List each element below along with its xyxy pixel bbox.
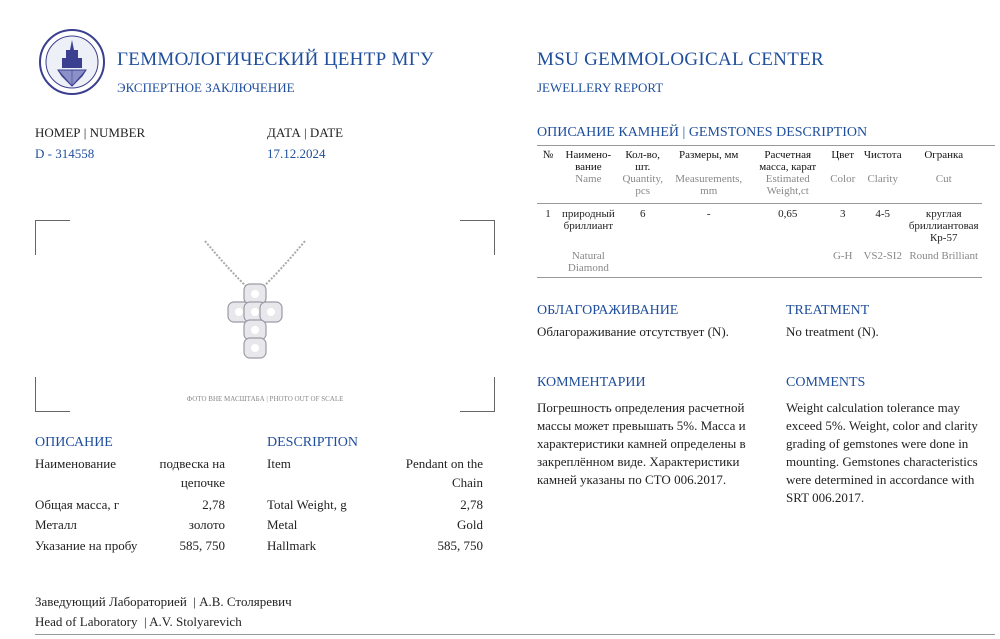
desc-ru-hallmark-label: Указание на пробу — [35, 538, 138, 553]
cell-weight: 0,65 — [778, 208, 798, 220]
desc-ru-metal-label: Металл — [35, 517, 77, 532]
cell-qty-en — [618, 250, 668, 274]
cell-weight-en — [750, 250, 826, 274]
cell-color-en: G-H — [832, 250, 853, 262]
cell-size: - — [706, 208, 711, 220]
desc-en-weight-label: Total Weight, g — [267, 497, 347, 512]
desc-ru-hallmark-value: 585, 750 — [179, 538, 225, 553]
msu-logo — [38, 28, 106, 96]
col-no: № — [542, 149, 554, 161]
col-color: Цвет — [831, 149, 855, 161]
col-weight: Расчетная масса, карат — [759, 149, 817, 173]
col-size-en: Measurements, mm — [675, 173, 743, 197]
cell-size-en — [668, 250, 750, 274]
signature-en: Head of Laboratory | A.V. Stolyarevich — [35, 614, 242, 629]
date-label: ДАТА | DATE — [267, 125, 344, 140]
signature-ru: Заведующий Лабораторией | А.В. Столяревич — [35, 594, 292, 609]
footer-divider — [35, 634, 995, 635]
number-label: НОМЕР | NUMBER — [35, 125, 146, 140]
col-name-en: Name — [575, 173, 602, 185]
description-ru-heading: ОПИСАНИЕ — [35, 435, 113, 450]
desc-ru-item-value-2: цепочке — [180, 475, 225, 490]
date-value: 17.12.2024 — [267, 146, 326, 161]
cell-cut-en: Round Brilliant — [909, 250, 979, 262]
gem-table-top-rule — [537, 145, 995, 146]
comments-ru-heading: КОММЕНТАРИИ — [537, 375, 646, 390]
cell-no-en — [537, 250, 559, 274]
comments-ru-text: Погрешность определения расчетной массы может превышать 5%. Масса и характеристики камней определены в закреплённом виде. Характеристики камней указаны по СТО 006.2017. — [537, 400, 746, 487]
treatment-ru-heading: ОБЛАГОРАЖИВАНИЕ — [537, 303, 679, 318]
desc-en-hallmark-value: 585, 750 — [437, 538, 483, 553]
treatment-ru-text: Облагораживание отсутствует (N). — [537, 324, 729, 339]
desc-ru-weight-label: Общая масса, г — [35, 497, 120, 512]
ru-subtitle: ЭКСПЕРТНОЕ ЗАКЛЮЧЕНИЕ — [117, 80, 295, 95]
cell-name: природный бриллиант — [562, 208, 615, 232]
cell-name-en: Natural Diamond — [567, 250, 609, 274]
table-row — [537, 208, 982, 244]
gemstones-heading: ОПИСАНИЕ КАМНЕЙ | GEMSTONES DESCRIPTION — [537, 125, 868, 140]
col-no-en — [537, 173, 559, 197]
gemstones-table — [537, 149, 982, 278]
desc-en-metal-label: Metal — [267, 517, 298, 532]
col-clarity-en: Clarity — [867, 173, 898, 185]
col-name: Наимено-вание — [565, 149, 612, 173]
number-value: D - 314558 — [35, 146, 95, 161]
cell-color: 3 — [839, 208, 846, 220]
cell-cut: круглая бриллиантовая Кр-57 — [908, 208, 979, 244]
pendant-image — [200, 236, 310, 371]
treatment-en-heading: TREATMENT — [786, 303, 870, 318]
desc-en-metal-value: Gold — [457, 517, 483, 532]
desc-en-item-value-1: Pendant on the — [405, 456, 483, 471]
comments-en-text: Weight calculation tolerance may exceed 5%. Weight, color and clarity grading of gemstones were done in mounting. Gemstones characteristics were determined in accordance with SRT 006.2017. — [786, 400, 978, 505]
col-clarity: Чистота — [863, 149, 902, 161]
cell-clarity-en: VS2-SI2 — [863, 250, 902, 262]
treatment-en-text: No treatment (N). — [786, 324, 879, 339]
desc-ru-weight-value: 2,78 — [202, 497, 225, 512]
description-en-heading: DESCRIPTION — [267, 435, 359, 450]
desc-en-hallmark-label: Hallmark — [267, 538, 317, 553]
cell-clarity: 4-5 — [875, 208, 891, 220]
en-title: MSU GEMMOLOGICAL CENTER — [537, 49, 824, 70]
table-row-en — [537, 250, 982, 274]
desc-ru-item-value-1: подвеска на — [159, 456, 225, 471]
desc-ru-metal-value: золото — [188, 517, 225, 532]
col-cut: Огранка — [924, 149, 964, 161]
desc-en-item-value-2: Chain — [451, 475, 483, 490]
desc-en-weight-value: 2,78 — [460, 497, 483, 512]
comments-en-heading: COMMENTS — [786, 375, 866, 390]
photo-caption: ФОТО ВНЕ МАСШТАБА | PHOTO OUT OF SCALE — [186, 395, 344, 403]
col-color-en: Color — [830, 173, 856, 185]
en-subtitle: JEWELLERY REPORT — [537, 80, 664, 95]
cell-no: 1 — [545, 208, 551, 220]
col-size: Размеры, мм — [679, 149, 739, 161]
desc-ru-item-label: Наименование — [35, 456, 116, 471]
cell-qty: 6 — [639, 208, 646, 220]
col-qty: Кол-во, шт. — [625, 149, 661, 173]
col-cut-en: Cut — [935, 173, 952, 185]
col-weight-en: Estimated Weight,ct — [765, 173, 810, 197]
desc-en-item-label: Item — [267, 456, 291, 471]
col-qty-en: Quantity, pcs — [622, 173, 663, 197]
ru-title: ГЕММОЛОГИЧЕСКИЙ ЦЕНТР МГУ — [117, 49, 434, 70]
photo-frame — [35, 220, 495, 412]
